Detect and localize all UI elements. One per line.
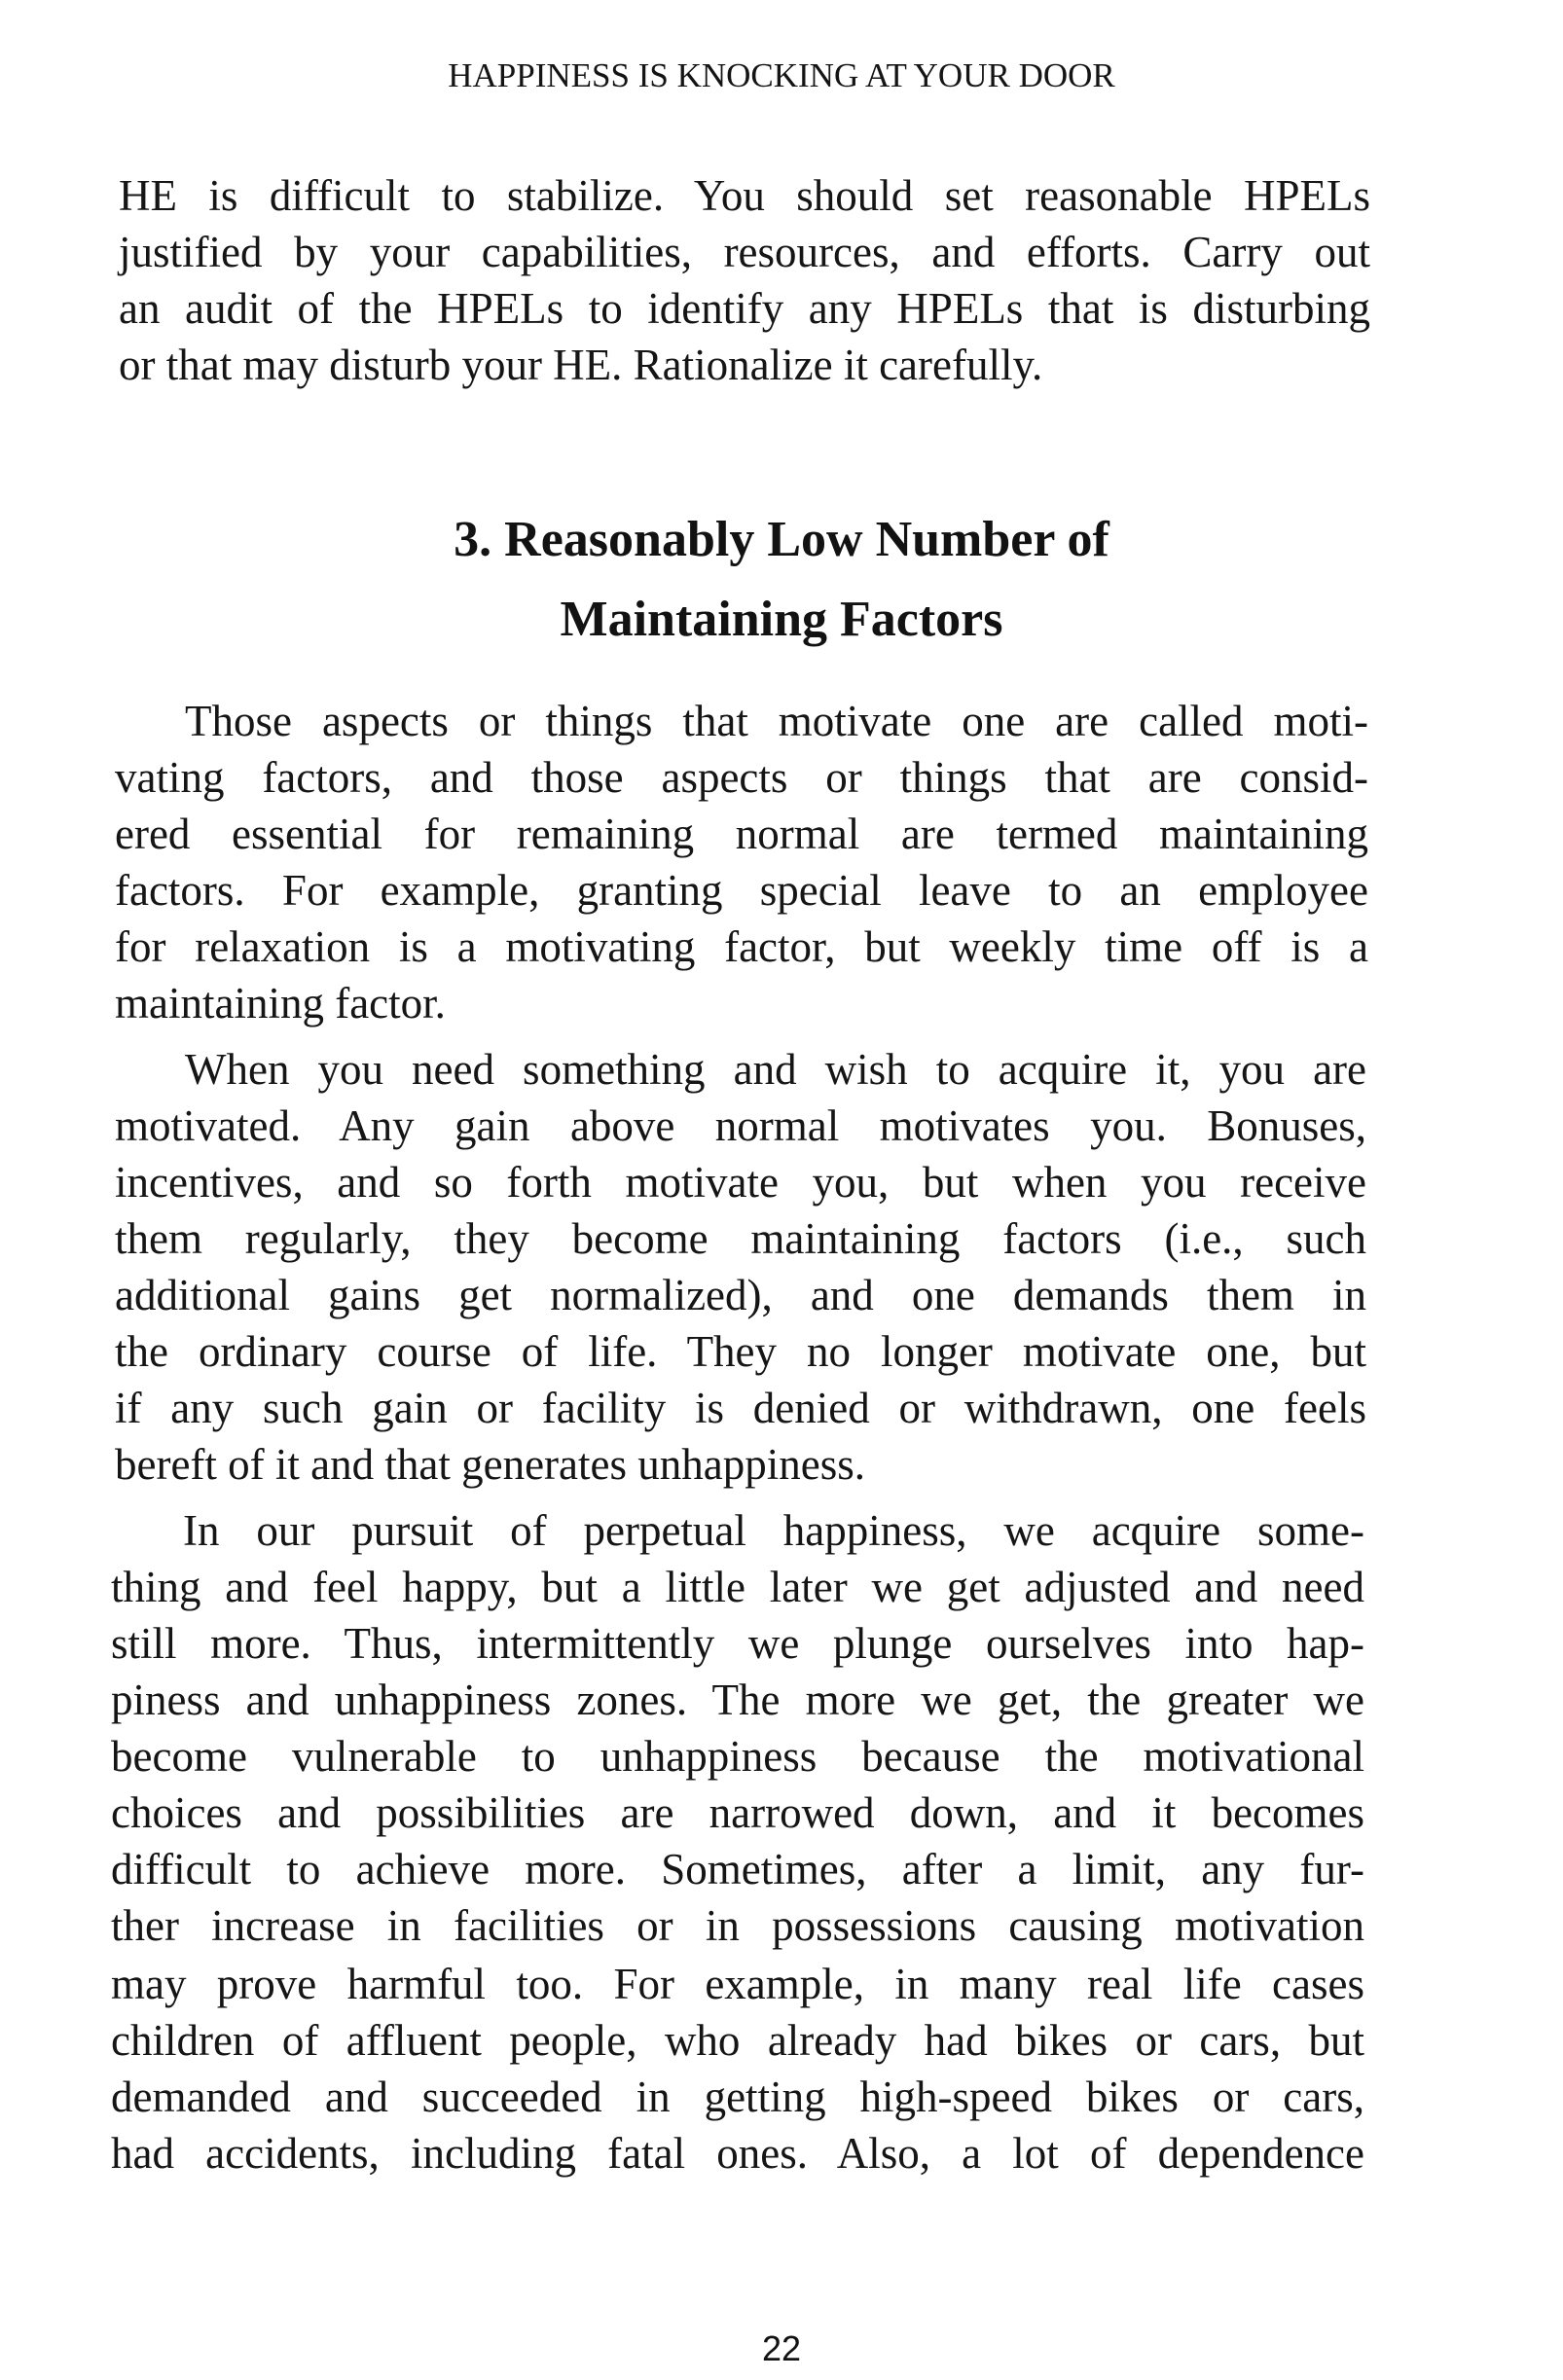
text-line: or that may disturb your HE. Rationalize it carefully. (119, 341, 1043, 389)
text-line: When you need something and wish to acquire it, you are (185, 1045, 1366, 1094)
text-line: become vulnerable to unhappiness because the motivational (111, 1732, 1364, 1781)
text-line: demanded and succeeded in getting high-speed bikes or cars, (111, 2073, 1364, 2121)
text-line: an audit of the HPELs to identify any HPELs that is disturbing (119, 284, 1370, 333)
text-line: incentives, and so forth motivate you, but when you receive (115, 1158, 1366, 1207)
text-line: additional gains get normalized), and one demands them in (115, 1271, 1366, 1319)
text-line: may prove harmful too. For example, in many real life cases (111, 1960, 1364, 2008)
section-heading-line-2: Maintaining Factors (560, 592, 1003, 647)
text-line: them regularly, they become maintaining factors (i.e., such (115, 1214, 1366, 1263)
text-line: the ordinary course of life. They no longer motivate one, but (115, 1327, 1366, 1376)
page-number: 22 (761, 2328, 802, 2368)
text-line: difficult to achieve more. Sometimes, after a limit, any fur- (111, 1845, 1364, 1893)
text-line: ered essential for remaining normal are termed maintaining (115, 810, 1368, 858)
text-line: HE is difficult to stabilize. You should set reasonable HPELs (119, 171, 1370, 220)
text-line: justified by your capabilities, resources, and efforts. Carry out (119, 228, 1370, 276)
text-line: thing and feel happy, but a little later we get adjusted and need (111, 1563, 1364, 1611)
text-line: ther increase in facilities or in possessions causing motivation (111, 1901, 1364, 1950)
text-line: factors. For example, granting special leave to an employee (115, 866, 1368, 915)
text-line: Those aspects or things that motivate one are called moti- (185, 697, 1368, 745)
text-line: for relaxation is a motivating factor, but weekly time off is a (115, 922, 1368, 971)
text-line: if any such gain or facility is denied or withdrawn, one feels (115, 1384, 1366, 1432)
text-line: In our pursuit of perpetual happiness, we acquire some- (183, 1506, 1364, 1555)
text-line: children of affluent people, who already had bikes or cars, but (111, 2016, 1364, 2065)
running-head: HAPPINESS IS KNOCKING AT YOUR DOOR (448, 56, 1115, 94)
text-line: motivated. Any gain above normal motivates you. Bonuses, (115, 1101, 1366, 1150)
text-line: maintaining factor. (115, 979, 446, 1028)
text-line: vating factors, and those aspects or things that are consid- (115, 753, 1368, 802)
section-heading-line-1: 3. Reasonably Low Number of (454, 512, 1109, 567)
text-line: piness and unhappiness zones. The more we get, the greater we (111, 1676, 1364, 1724)
text-line: choices and possibilities are narrowed down, and it becomes (111, 1788, 1364, 1837)
text-line: still more. Thus, intermittently we plunge ourselves into hap- (111, 1619, 1364, 1668)
text-line: had accidents, including fatal ones. Also, a lot of dependence (111, 2129, 1364, 2178)
text-line: bereft of it and that generates unhappiness. (115, 1440, 865, 1489)
